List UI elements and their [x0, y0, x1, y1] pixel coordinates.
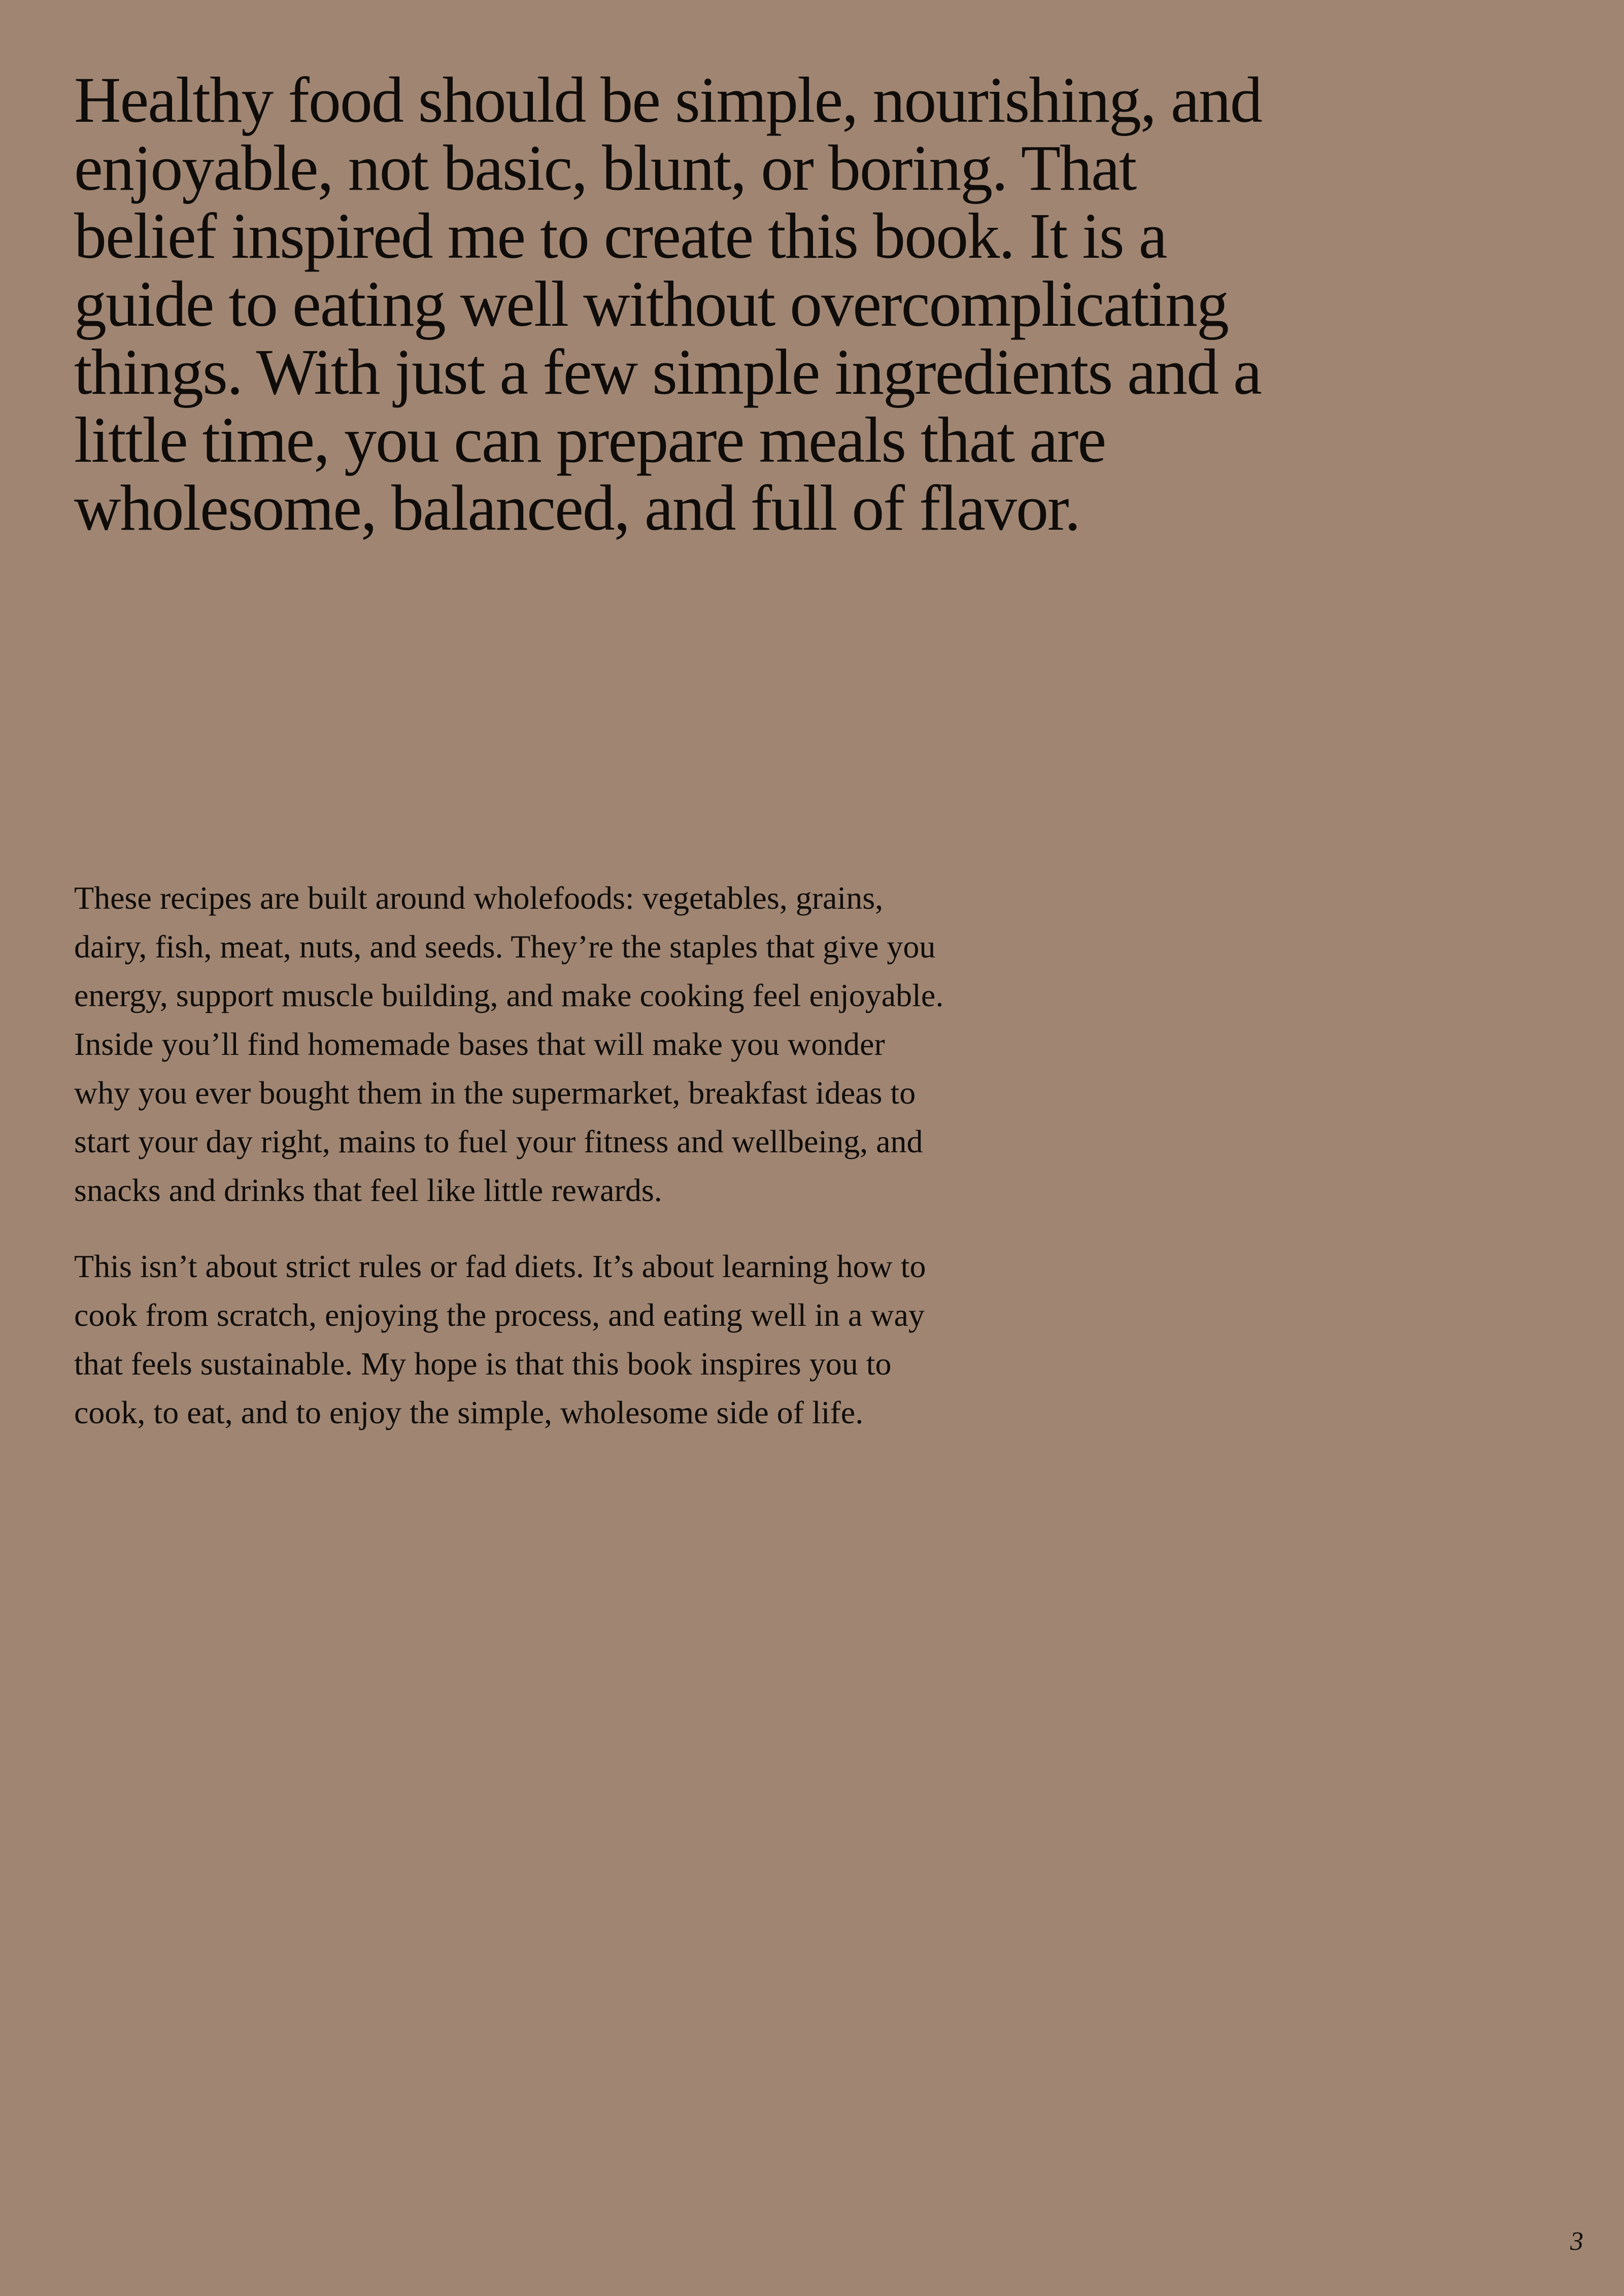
body-paragraph-2: This isn’t about strict rules or fad diets. It’s about learning how to cook from scratch, enjoying the process, and eating well in a way that feels sustainable. My hope is that this book inspires you to cook, to eat, and to enjoy the simple, wholesome side of life.	[74, 1248, 926, 1430]
body-paragraph-1: These recipes are built around wholefoods: vegetables, grains, dairy, fish, meat, nuts, and seeds. They’re the staples that give you energy, support muscle building, and make cooking feel enjoyable. Inside you’ll find homemade bases that will make you wonder why you ever bought them in the supermarket, breakfast ideas to start your day right, mains to fuel your fitness and wellbeing, and snacks and drinks that feel like little rewards.	[74, 880, 944, 1208]
page-number: 3	[1570, 2227, 1583, 2256]
lead-paragraph: Healthy food should be simple, nourishing, and enjoyable, not basic, blunt, or boring. That belief inspired me to create this book. It is a guide to eating well without overcomplicating things. With just a few simple ingredients and a little time, you can prepare meals that are wholesome, balanced, and full of flavor.	[74, 64, 1262, 544]
body-text	[74, 874, 947, 1464]
